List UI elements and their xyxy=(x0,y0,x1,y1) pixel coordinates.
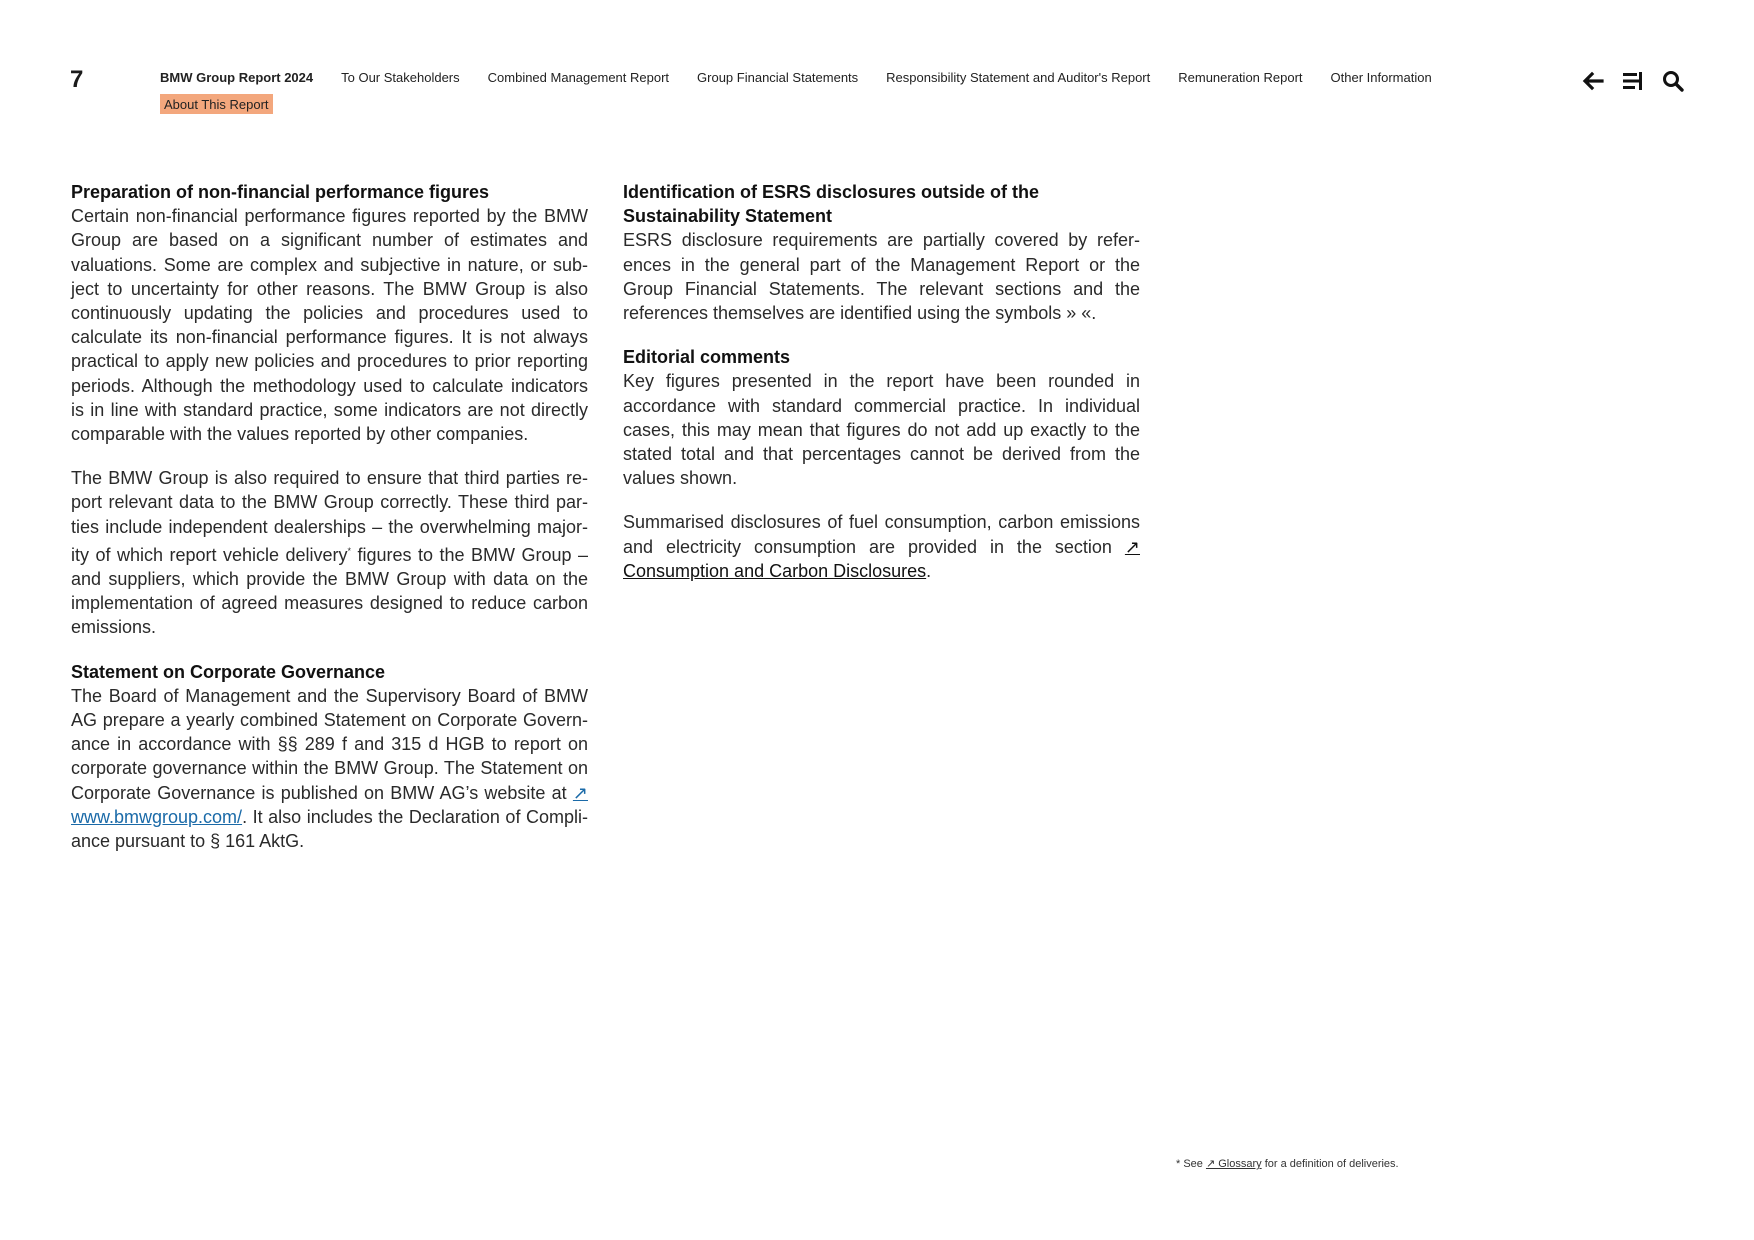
nav-icon-group xyxy=(1580,68,1686,94)
left-column xyxy=(71,180,588,873)
nav-item-combined-management-report[interactable]: Combined Management Report xyxy=(487,70,670,85)
section-editorial-comments xyxy=(623,345,1140,583)
right-column xyxy=(623,180,1140,603)
paragraph: Key figures presented in the report have been rounded in accordance with standard commercial practice. In individual cases, this may mean that figures do not add up exactly to the stated total and that percentages cannot be derived from the values shown. xyxy=(623,371,1140,489)
paragraph-text: Summarised disclosures of fuel consumption, carbon emissions and electricity consumption are provided in the section xyxy=(623,512,1140,557)
nav-item-responsibility-statement[interactable]: Responsibility Statement and Auditor's Report xyxy=(886,70,1151,85)
back-arrow-icon[interactable] xyxy=(1580,68,1606,94)
page-number: 7 xyxy=(70,66,84,93)
paragraph xyxy=(71,466,588,639)
nav-item-about-this-report[interactable]: About This Report xyxy=(160,94,273,114)
section-non-financial-figures xyxy=(71,180,588,640)
nav-item-remuneration-report[interactable]: Remuneration Report xyxy=(1178,70,1303,85)
glossary-link[interactable]: ↗ Glossary xyxy=(1205,1158,1262,1170)
search-icon[interactable] xyxy=(1660,68,1686,94)
footnote xyxy=(1176,1157,1399,1170)
paragraph-text: . It also includes the Declaration of Compliance pursuant to § 161 AktG. xyxy=(71,806,588,852)
paragraph xyxy=(623,510,1140,583)
paragraph: Certain non-financial performance figures reported by the BMW Group are based on a significant number of estimates and valuations. Some are complex and subjective in nature, or subject to uncertainty for other reasons. The BMW Group is also continuously updating the policies and procedures used to calculate its non-financial performance figures. It is not always practical to apply new policies and procedures to prior reporting periods. Although the methodology used to calculate indicators is in line with standard practice, some indicators are not directly comparable with the values reported by other companies. xyxy=(71,206,588,445)
section-heading: Identification of ESRS disclosures outside of the Sustainability Statement xyxy=(623,182,1040,227)
paragraph-text: . xyxy=(926,560,932,581)
top-navigation xyxy=(160,70,1460,85)
nav-item-report-home[interactable]: BMW Group Report 2024 xyxy=(160,70,314,85)
section-esrs-disclosures xyxy=(623,180,1140,325)
bmwgroup-website-link[interactable]: ↗ www.bmwgroup.com/ xyxy=(71,782,588,827)
paragraph xyxy=(71,684,588,853)
paragraph: ESRS disclosure requirements are partially covered by references in the general part of the Management Report or the Group Financial Statements. The relevant sections and the references themselves are identified using the symbols » «. xyxy=(623,230,1140,324)
footnote-text: for a definition of deliveries. xyxy=(1261,1158,1399,1170)
paragraph-text: figures to the BMW Group – and suppliers, which provide the BMW Group with data on the implementation of agreed measures designed to reduce carbon emissions. xyxy=(71,544,588,638)
footnote-marker: * xyxy=(347,545,352,556)
section-heading: Editorial comments xyxy=(623,347,791,368)
nav-item-to-our-stakeholders[interactable]: To Our Stakeholders xyxy=(341,70,460,85)
nav-item-group-financial-statements[interactable]: Group Financial Statements xyxy=(697,70,859,85)
menu-icon[interactable] xyxy=(1620,68,1646,94)
section-corporate-governance xyxy=(71,660,588,854)
consumption-carbon-disclosures-link[interactable]: ↗ Consumption and Carbon Disclosures xyxy=(623,536,1140,581)
paragraph-text: The Board of Management and the Supervisory Board of BMW AG prepare a yearly combined Statement on Corporate Governance in accordance with §§ 289 f and 315 d HGB to report on corporate governance within the BMW Group. The Statement on Corporate Governance is published on BMW AG’s website at xyxy=(71,685,588,803)
paragraph-text: The BMW Group is also required to ensure that third parties report relevant data to the BMW Group correctly. These third parties include independent dealerships – the overwhelming majority of which report vehicle delivery xyxy=(71,468,588,565)
section-heading: Preparation of non-financial performance figures xyxy=(71,182,490,202)
nav-item-other-information[interactable]: Other Information xyxy=(1330,70,1432,85)
footnote-text: * See xyxy=(1176,1158,1206,1170)
section-heading: Statement on Corporate Governance xyxy=(71,661,386,682)
